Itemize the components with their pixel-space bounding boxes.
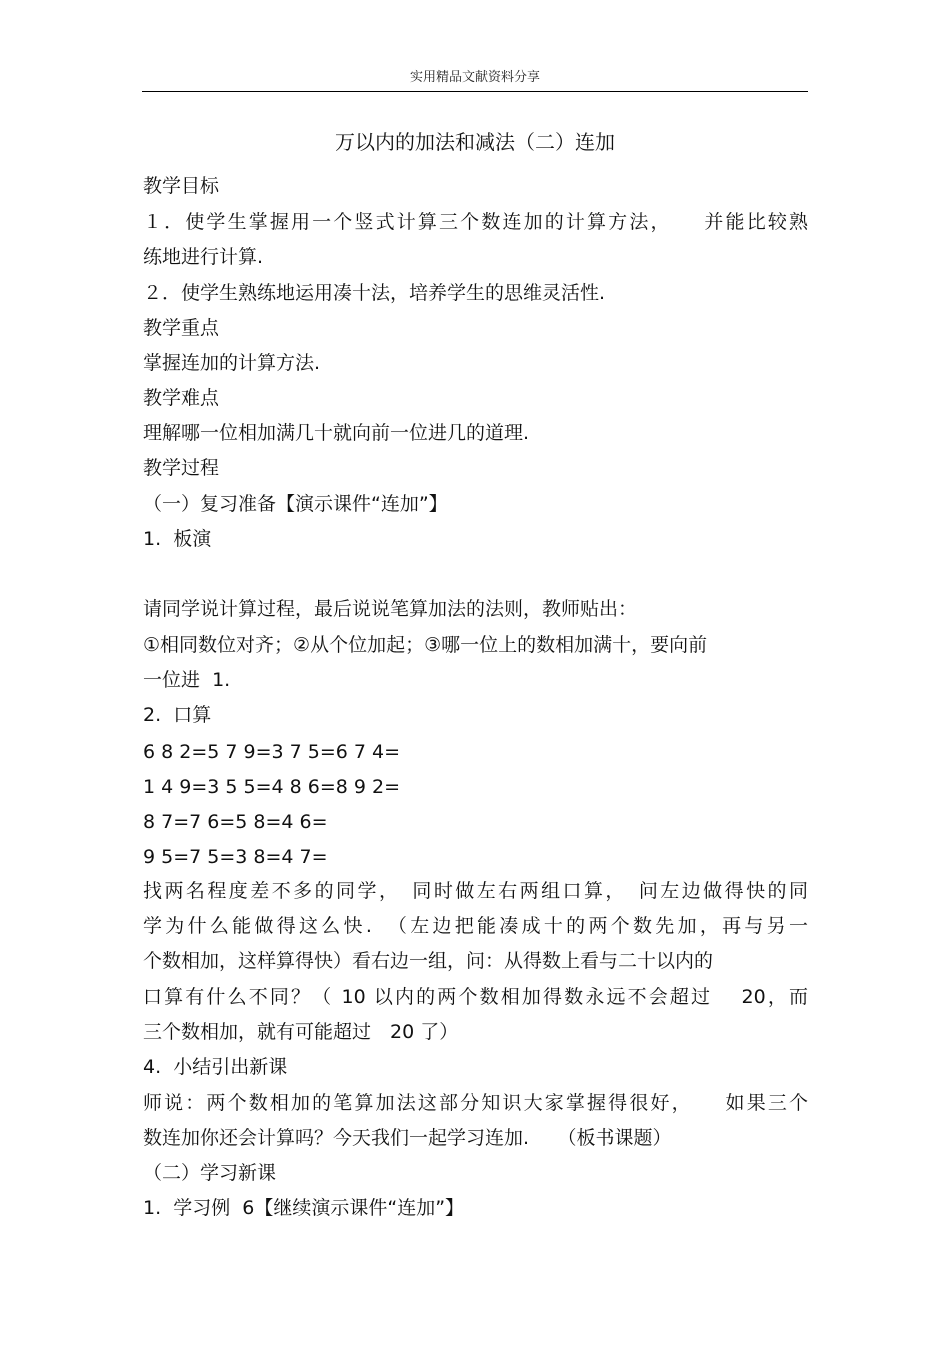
- paragraph-line: 找两名程度差不多的同学， 同时做左右两组口算， 问左边做得快的同: [143, 880, 808, 902]
- objective-1-line-2: 练地进行计算.: [143, 246, 264, 268]
- key-point-text: 掌握连加的计算方法.: [143, 352, 321, 374]
- paragraph-line: 口算有什么不同？（ 10 以内的两个数相加得数永远不会超过 20，而: [143, 986, 808, 1008]
- heading-difficulties: 教学难点: [143, 387, 220, 409]
- document-title: 万以内的加法和减法（二）连加: [335, 130, 615, 154]
- item-mental-math: 2. 口算: [143, 704, 212, 726]
- objective-1-line-1: １．使学生掌握用一个竖式计算三个数连加的计算方法， 并能比较熟: [143, 211, 808, 233]
- paragraph-line: 个数相加，这样算得快）看右边一组，问：从得数上看与二十以内的: [143, 950, 714, 972]
- paragraph-line: 学为什么能做得这么快. （左边把能凑成十的两个数先加，再与另一: [143, 915, 808, 937]
- paragraph-line: 三个数相加，就有可能超过 20 了）: [143, 1021, 459, 1043]
- item-example-6: 1. 学习例 6【继续演示课件“连加”】: [143, 1197, 465, 1219]
- math-row: 8 7=7 6=5 8=4 6=: [143, 811, 328, 833]
- header-rule: [142, 91, 808, 92]
- heading-objectives: 教学目标: [143, 175, 220, 197]
- item-board-demo: 1. 板演: [143, 528, 212, 550]
- objective-2: ２．使学生熟练地运用凑十法，培养学生的思维灵活性.: [143, 282, 606, 304]
- page-header: 实用精品文献资料分享: [409, 70, 540, 85]
- heading-process: 教学过程: [143, 457, 220, 479]
- section-new-lesson: （二）学习新课: [143, 1162, 277, 1184]
- heading-key-points: 教学重点: [143, 317, 220, 339]
- math-row: 9 5=7 5=3 8=4 7=: [143, 846, 328, 868]
- item-summary: 4. 小结引出新课: [143, 1056, 288, 1078]
- paragraph-line: ①相同数位对齐；②从个位加起；③哪一位上的数相加满十，要向前: [143, 634, 708, 656]
- paragraph-line: 师说：两个数相加的笔算加法这部分知识大家掌握得很好， 如果三个: [143, 1092, 808, 1114]
- difficulty-text: 理解哪一位相加满几十就向前一位进几的道理.: [143, 422, 530, 444]
- section-review: （一）复习准备【演示课件“连加”】: [143, 493, 448, 515]
- paragraph-line: 数连加你还会计算吗？今天我们一起学习连加. （板书课题）: [143, 1127, 672, 1149]
- math-row: 1 4 9=3 5 5=4 8 6=8 9 2=: [143, 776, 401, 798]
- paragraph-line: 一位进 1.: [143, 669, 231, 691]
- math-row: 6 8 2=5 7 9=3 7 5=6 7 4=: [143, 741, 401, 763]
- paragraph-line: 请同学说计算过程，最后说说笔算加法的法则，教师贴出：: [143, 598, 638, 620]
